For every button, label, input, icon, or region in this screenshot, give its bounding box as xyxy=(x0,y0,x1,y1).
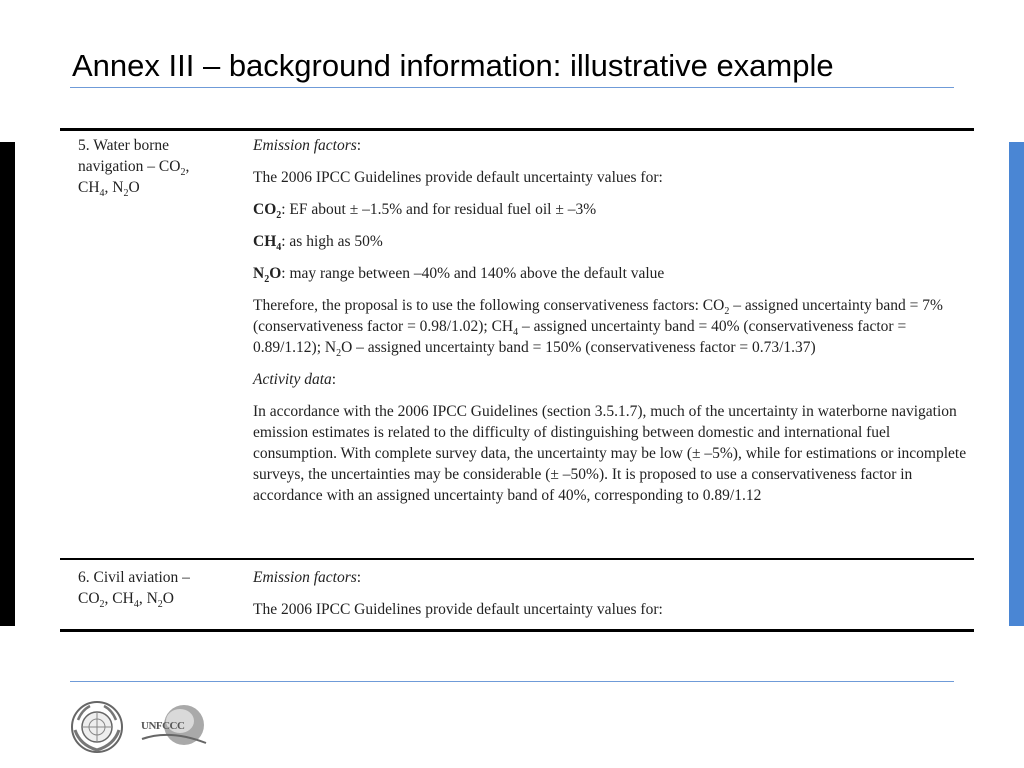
row2-content-cell xyxy=(253,567,971,631)
table-top-border xyxy=(60,128,974,131)
un-emblem-icon xyxy=(70,700,124,754)
row2-emission-factors-heading: Emission factors: xyxy=(253,569,362,586)
slide-title: Annex III – background information: illustrative example xyxy=(72,48,834,83)
row1-emission-factors-heading: Emission factors: xyxy=(253,137,362,154)
row2-sector-line1: 6. Civil aviation – xyxy=(78,569,190,586)
row1-content-cell xyxy=(253,135,971,517)
row1-proposal-paragraph: Therefore, the proposal is to use the following conservativeness factors: $CO_2$ – assigned uncertainty band = 7% (conservativeness factor = 0.98/1.02); $CH_4$ – assigned uncertainty band = 40% (conservativeness factor = 0.89/1.12); $N_2O$ – assigned uncertainty band = 150% (conservativeness factor = 0.73/1.37) xyxy=(253,297,943,360)
footer-divider xyxy=(70,681,954,682)
row1-intro: The 2006 IPCC Guidelines provide default uncertainty values for: xyxy=(253,169,663,186)
unfccc-logo-text: UNFCCC xyxy=(141,720,185,732)
row1-sector-cell xyxy=(78,135,238,198)
row1-sector-line1: 5. Water borne xyxy=(78,137,170,154)
right-edge-bar xyxy=(1009,142,1024,626)
unfccc-logo-icon xyxy=(140,699,210,749)
row1-n2o-line: $N_2O$: may range between –40% and 140% above the default value xyxy=(253,265,665,286)
title-divider xyxy=(70,87,954,88)
row1-ch4-line: $CH_4$: as high as 50% xyxy=(253,233,383,254)
row2-sector-line2: $CO_2$, $CH_4$, $N_2O$ xyxy=(78,590,174,611)
table-row-divider xyxy=(60,558,974,560)
row1-sector-line3: $CH_4$, $N_2O$ xyxy=(78,179,140,200)
row1-co2-line: $CO_2$: EF about ± –1.5% and for residual fuel oil ± –3% xyxy=(253,201,597,222)
row2-intro: The 2006 IPCC Guidelines provide default uncertainty values for: xyxy=(253,601,663,618)
row1-activity-heading: Activity data: xyxy=(253,371,337,388)
row1-activity-paragraph: In accordance with the 2006 IPCC Guidelines (section 3.5.1.7), much of the uncertainty in waterborne navigation emission estimates is related to the difficulty of distinguishing between domestic and international fuel consumption. With complete survey data, the uncertainty may be low (± –5%), while for estimations or incomplete surveys, the uncertainties may be considerable (± –50%). It is proposed to use a conservativeness factor in accordance with an assigned uncertainty band of 40%, corresponding to 0.89/1.12 xyxy=(253,403,967,504)
row1-sector-line2: navigation – $CO_2$, xyxy=(78,158,190,179)
row2-sector-cell xyxy=(78,567,238,609)
document-table-excerpt xyxy=(60,128,974,634)
left-edge-bar xyxy=(0,142,15,626)
